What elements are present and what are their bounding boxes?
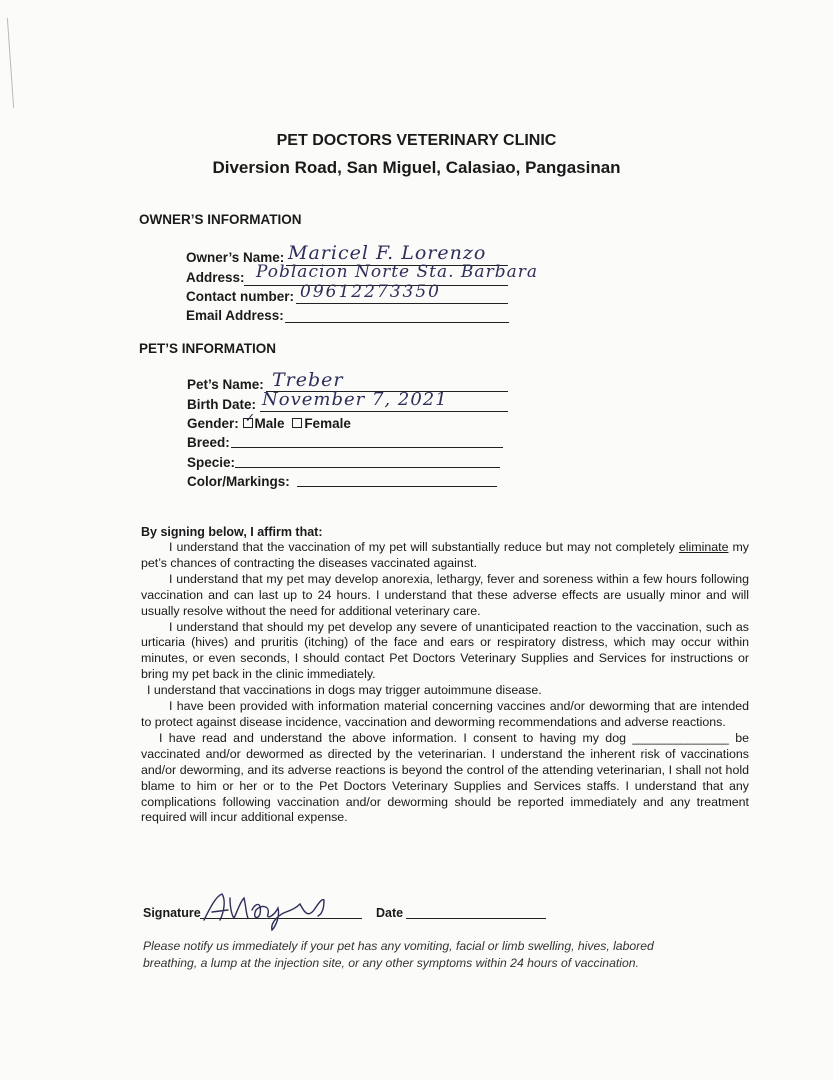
gender-male-label: Male bbox=[254, 416, 285, 431]
breed-line[interactable] bbox=[231, 447, 503, 448]
email-address-line bbox=[285, 322, 509, 323]
owner-address-label: Address: bbox=[186, 270, 245, 285]
birth-date-line bbox=[260, 411, 508, 412]
dog-name-blank[interactable]: ______________ bbox=[632, 730, 729, 745]
gender-female-label: Female bbox=[304, 416, 351, 431]
birth-date-label: Birth Date: bbox=[187, 397, 257, 412]
owner-section-title: OWNER’S INFORMATION bbox=[139, 212, 302, 227]
affirmation-paragraph-4: I understand that vaccinations in dogs may trigger autoimmune disease. bbox=[147, 683, 542, 698]
color-markings-line[interactable] bbox=[297, 486, 497, 487]
gender-label: Gender: bbox=[187, 416, 239, 431]
color-markings-label: Color/Markings: bbox=[187, 474, 290, 489]
p1-text-b: my pet’s chances of contracting the diseases vaccinated against. bbox=[141, 540, 749, 570]
footnote: Please notify us immediately if your pet has any vomiting, facial or limb swelling, hives, labored breathing, a lump at the injection site, or any other symptoms within 24 hours of vaccination. bbox=[143, 939, 654, 970]
date-line[interactable] bbox=[406, 918, 546, 919]
p1-text-a: I understand that the vaccination of my pet will substantially reduce but may not completely bbox=[169, 540, 679, 554]
scan-edge-mark bbox=[7, 18, 14, 108]
affirmation-title: By signing below, I affirm that: bbox=[141, 525, 323, 539]
gender-female-checkbox[interactable] bbox=[292, 418, 302, 428]
affirmation-paragraph-5: I have been provided with information material concerning vaccines and/or deworming that are intended to protect against disease incidence, vaccination and deworming recommendations and adverse reactions. bbox=[141, 699, 749, 729]
gender-male-checkbox[interactable] bbox=[243, 418, 253, 428]
contact-number-label: Contact number: bbox=[186, 289, 294, 304]
clinic-name: PET DOCTORS VETERINARY CLINIC bbox=[276, 132, 557, 149]
gender-field bbox=[187, 416, 351, 431]
p1-underlined-word: eliminate bbox=[678, 540, 729, 554]
pet-name-value[interactable]: Treber bbox=[272, 369, 344, 391]
pet-name-label: Pet’s Name: bbox=[187, 377, 264, 392]
owner-name-label: Owner’s Name: bbox=[186, 250, 285, 265]
breed-label: Breed: bbox=[187, 435, 230, 450]
signature-label: Signature bbox=[143, 906, 201, 920]
contact-number-line bbox=[296, 303, 508, 304]
email-address-label: Email Address: bbox=[186, 308, 284, 323]
birth-date-value[interactable]: November 7, 2021 bbox=[262, 389, 448, 410]
owner-name-value[interactable]: Maricel F. Lorenzo bbox=[288, 242, 487, 264]
handwritten-signature bbox=[200, 888, 340, 932]
contact-number-value[interactable]: 09612273350 bbox=[300, 282, 441, 302]
affirmation-text bbox=[141, 540, 749, 826]
p6-text-b: be vaccinated and/or dewormed as directed by the veterinarian. I understand the inherent risk of vaccinations and/or deworming, and its adverse reactions is beyond the control of the attending veterinarian, I shall not hold blame to him or her or to the Pet Doctors Veterinary Supplies and Services staffs. I understand that any complications following vaccination and/or deworming should be reported immediately and any treatment required will incur additional expense. bbox=[141, 730, 749, 825]
date-label: Date bbox=[376, 906, 404, 920]
owner-address-value[interactable]: Poblacion Norte Sta. Barbara bbox=[256, 262, 538, 282]
pet-section-title: PET’S INFORMATION bbox=[139, 341, 276, 356]
affirmation-paragraph-1 bbox=[141, 540, 749, 572]
affirmation-paragraph-3: I understand that should my pet develop any severe of unanticipated reaction to the vaccination, such as urticaria (hives) and pruritis (itching) of the face and ears or respiratory distress, which may occur within minutes, or even seconds, I should contact Pet Doctors Veterinary Supplies and Services for instructions or bring my pet back in the clinic immediately. bbox=[141, 619, 749, 682]
p6-text-a: I have read and understand the above information. I consent to having my dog bbox=[159, 730, 626, 745]
clinic-address: Diversion Road, San Miguel, Calasiao, Pangasinan bbox=[212, 158, 621, 177]
affirmation-paragraph-6 bbox=[141, 731, 749, 826]
specie-line[interactable] bbox=[235, 467, 500, 468]
specie-label: Specie: bbox=[187, 455, 236, 470]
affirmation-paragraph-2: I understand that my pet may develop anorexia, lethargy, fever and soreness within a few hours following vaccination and can last up to 24 hours. I understand that these adverse effects are usually minor and will usually resolve without the need for additional veterinary care. bbox=[141, 571, 749, 618]
